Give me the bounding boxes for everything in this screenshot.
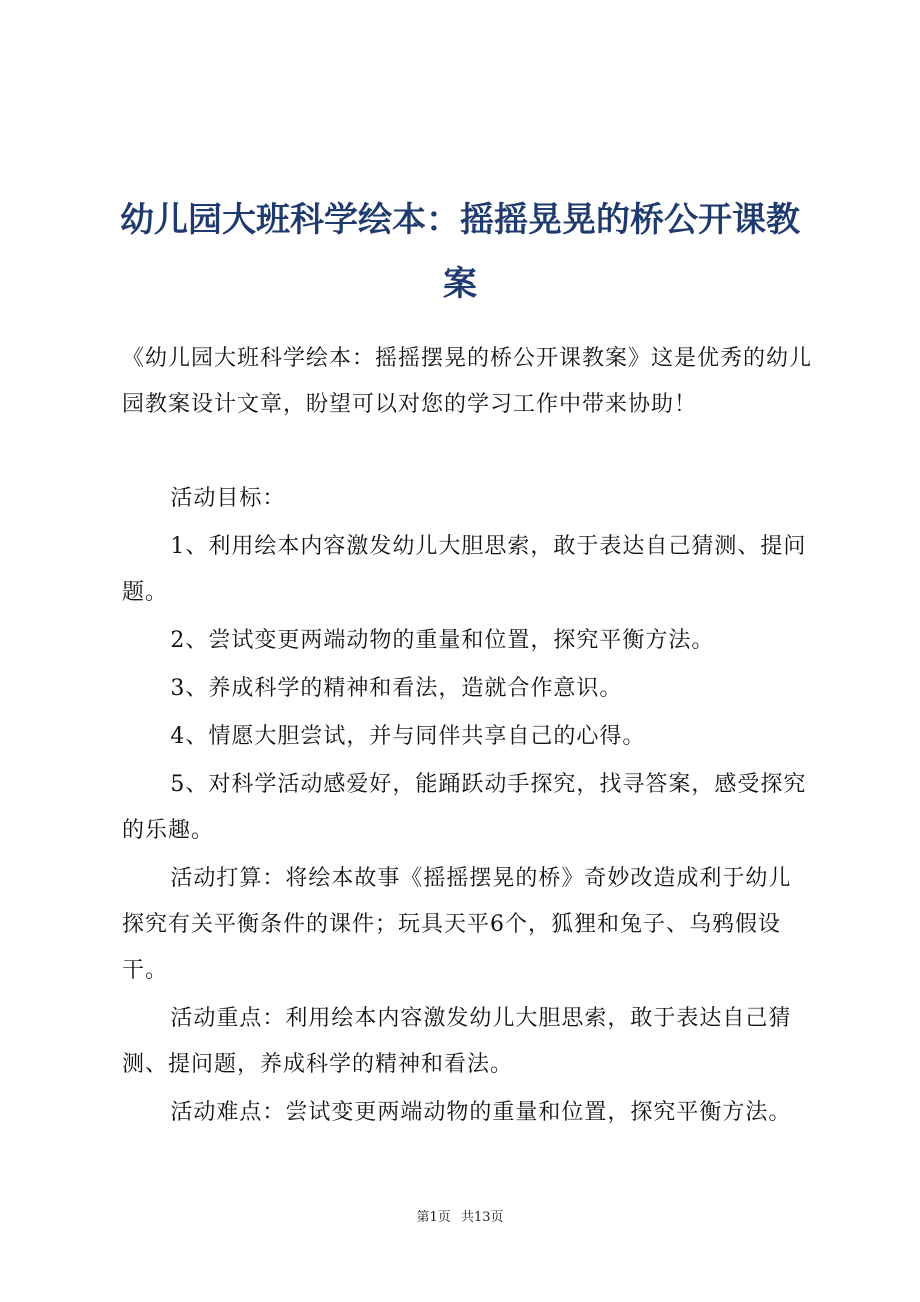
activity-difficulty: 活动难点：尝试变更两端动物的重量和位置，探究平衡方法。: [170, 1100, 792, 1125]
intro-paragraph: 《幼儿园大班科学绘本：摇摇摆晃的桥公开课教案》这是优秀的幼儿园教案设计文章，盼望可以对您的学习工作中带来协助！: [122, 346, 813, 417]
document-title: 幼儿园大班科学绘本：摇摇晃晃的桥公开课教案: [120, 200, 800, 304]
goal-item-4: 4、情愿大胆尝试，并与同伴共享自己的心得。: [170, 724, 646, 749]
activity-key-point: 活动重点：利用绘本内容激发幼儿大胆思索，敢于表达自己猜测、提问题，养成科学的精神和看法。: [122, 1006, 792, 1077]
goal-item-1: 1、利用绘本内容激发幼儿大胆思索，敢于表达自己猜测、提问题。: [122, 534, 807, 605]
page-footer: [0, 1206, 920, 1225]
goal-item-2: 2、尝试变更两端动物的重量和位置，探究平衡方法。: [170, 628, 715, 653]
goal-item-5: 5、对科学活动感爱好，能踊跃动手探究，找寻答案，感受探究的乐趣。: [122, 772, 807, 843]
page-number: 第1页: [416, 1210, 451, 1225]
document-body: [122, 476, 812, 1136]
goal-item-3: 3、养成科学的精神和看法，造就合作意识。: [170, 676, 623, 701]
total-pages: 共13页: [460, 1210, 504, 1225]
section-heading-goals: 活动目标：: [170, 486, 286, 511]
activity-preparation: 活动打算：将绘本故事《摇摇摆晃的桥》奇妙改造成利于幼儿探究有关平衡条件的课件；玩具天平6个，狐狸和兔子、乌鸦假设干。: [122, 866, 792, 983]
